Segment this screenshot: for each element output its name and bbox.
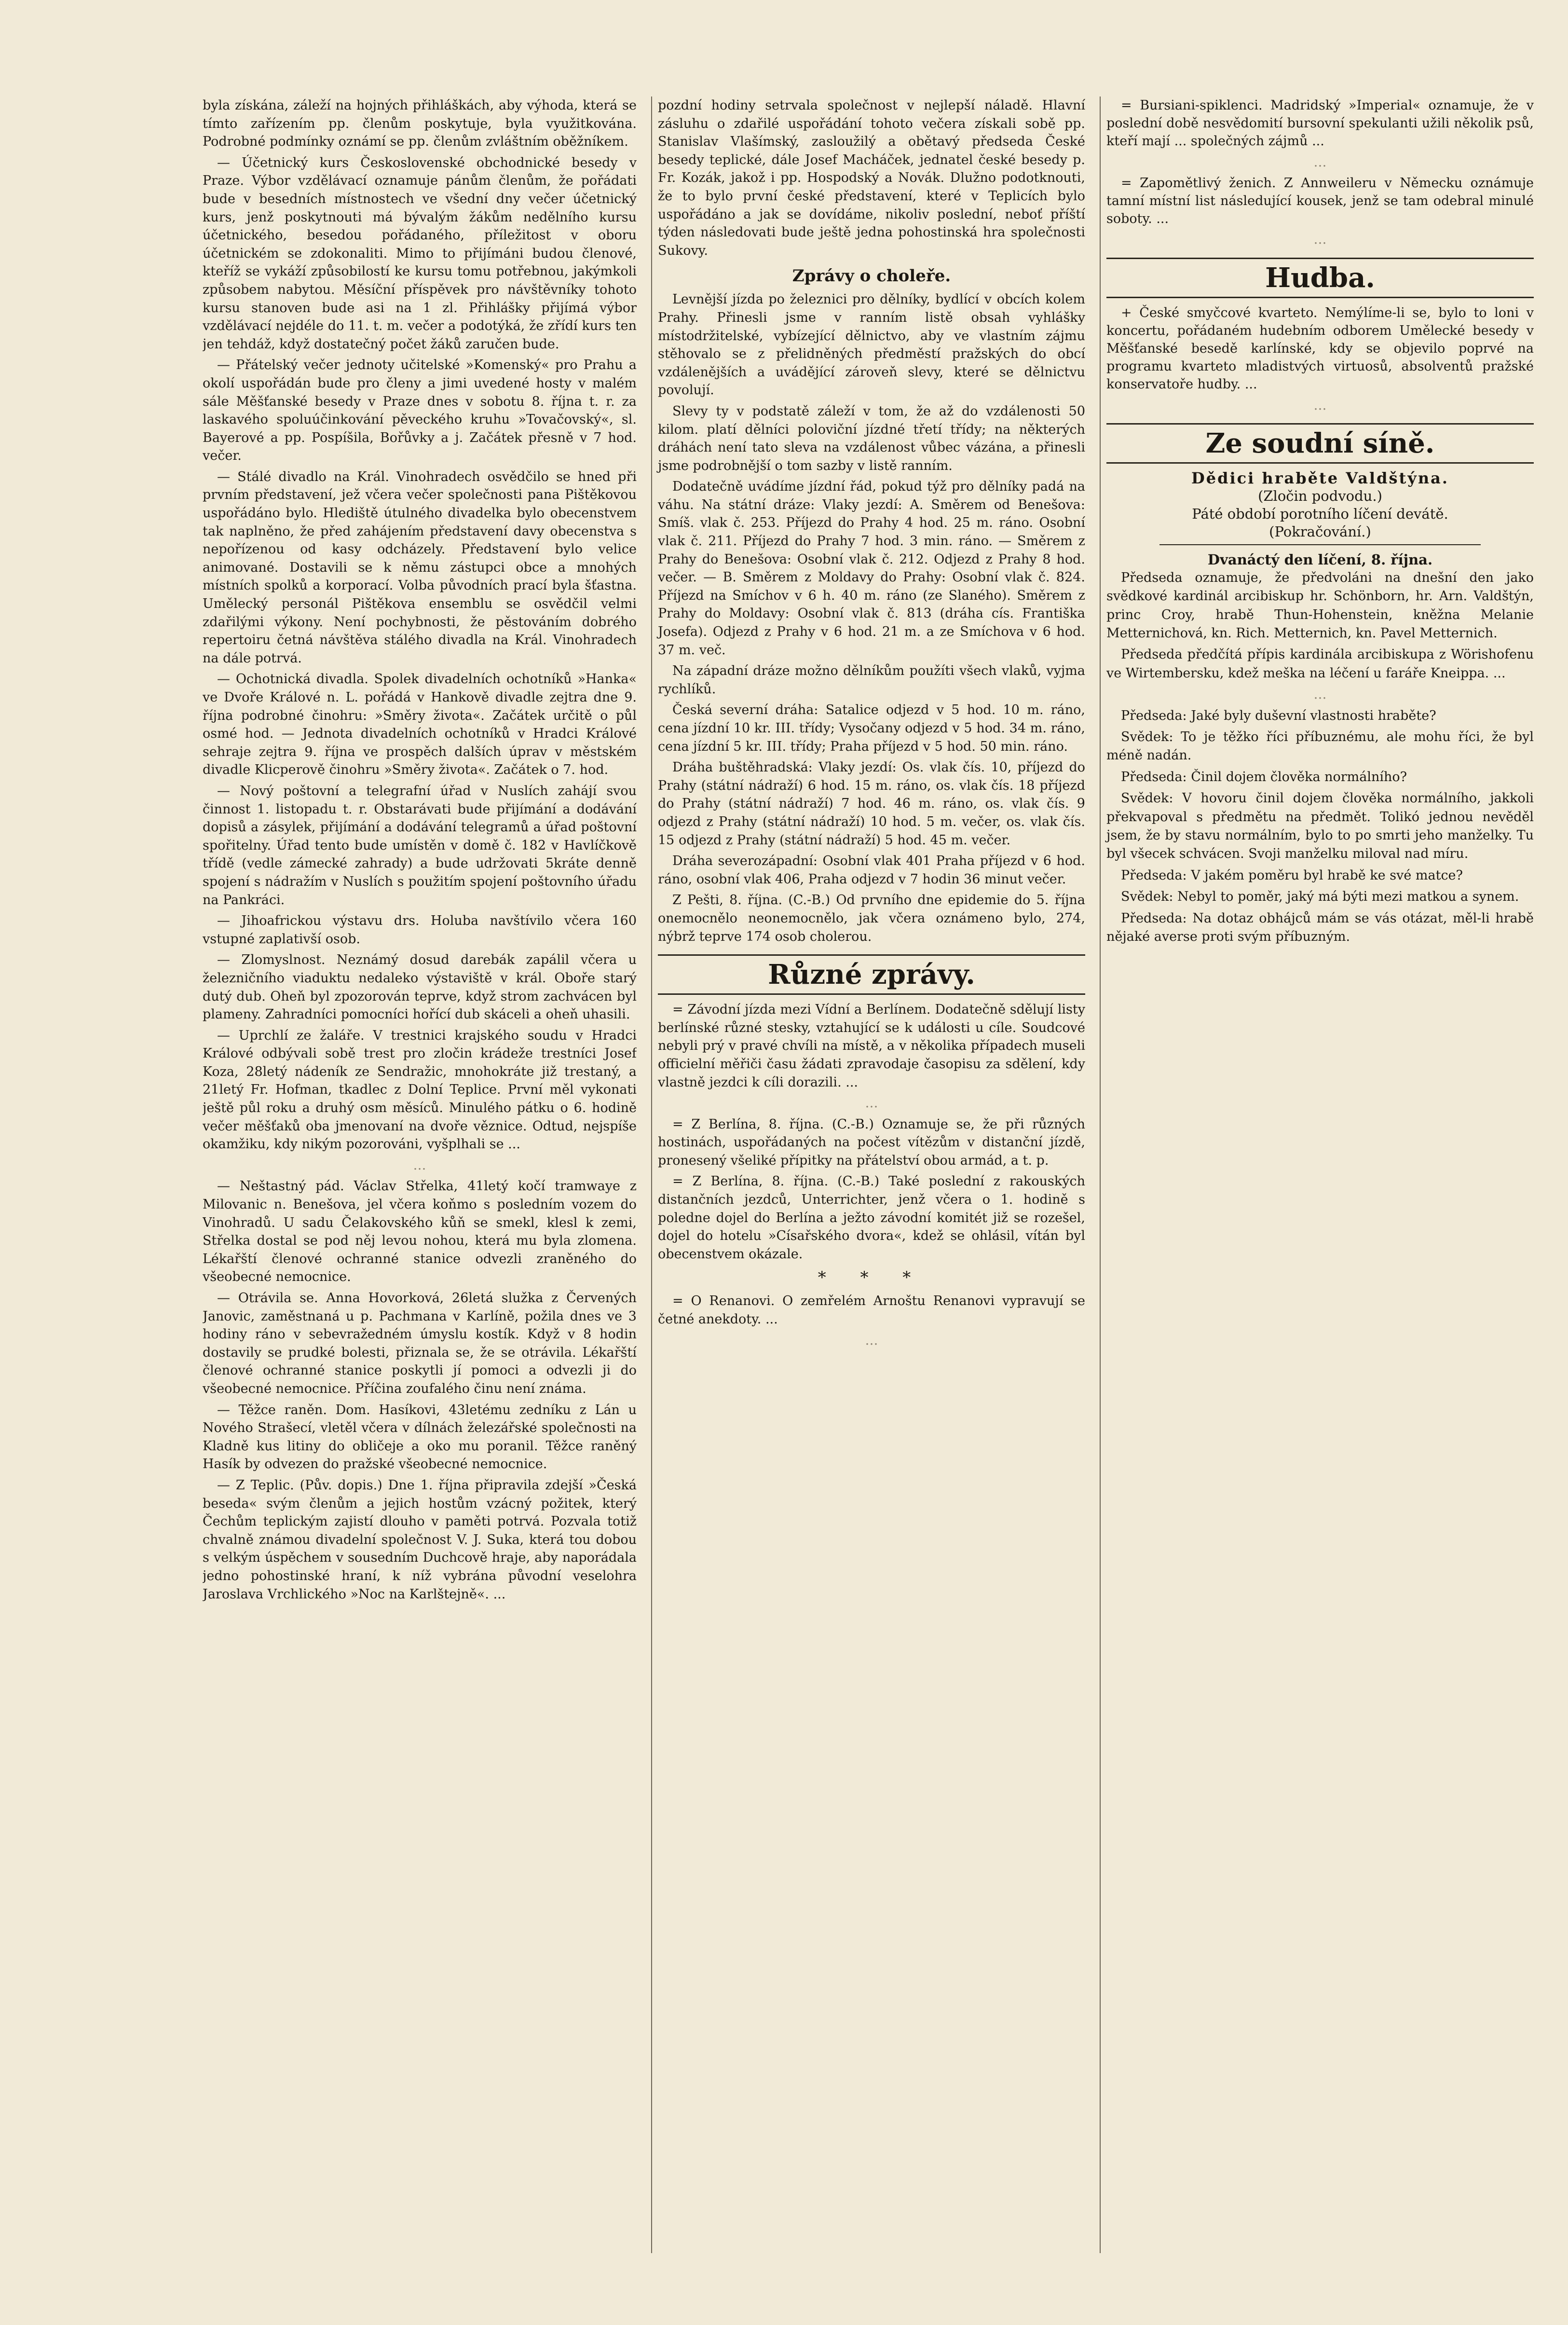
article-paragraph: Předseda: V jakém poměru byl hrabě ke své matce? <box>1121 867 1463 883</box>
misc-news-heading: Různé zprávy. <box>658 954 1085 995</box>
article-paragraph: Svědek: Nebyl to poměr, jaký má býti mezi matkou a synem. <box>1121 889 1519 905</box>
article-paragraph: Dodatečně uvádíme jízdní řád, pokud týž pro dělníky padá na váhu. Na státní dráze: Vlaky jezdí: A. Směrem od Benešova: Smíš. vlak č. 253. Příjezd do Prahy 4 hod. 25 m. ráno. Osobní vlak č. 211. Příjezd do Prahy 7 hod. 3 min. ráno. — Směrem z Prahy do Benešova: Osobní vlak č. 212. Odjezd z Prahy 8 hod. večer. — B. Směrem z Moldavy do Prahy: Osobní vlak č. 824. Příjezd na Smíchov v 6 h. 40 m. ráno (ze Slaného). Směrem z Prahy do Moldavy: Osobní vlak č. 813 (dráha cís. Františka Josefa). Odjezd z Prahy v 6 hod. 21 m. a ze Smíchova v 6 hod. 37 m. več. <box>658 479 1085 658</box>
omitted-text: … <box>865 1096 878 1111</box>
trial-subtitle: (Pokračování.) <box>1269 523 1371 540</box>
article-paragraph: — Zlomyslnost. Neznámý dosud darebák zapálil včera u železničního viaduktu nedaleko výstaviště v král. Oboře starý dutý dub. Oheň byl zpozorován teprve, když strom zachvácen byl plameny. Zahradníci pomocníci hořící dub skáceli a oheň uhasili. <box>203 952 637 1022</box>
section-stars: * * * <box>818 1268 926 1288</box>
article-paragraph: — Neštastný pád. Václav Střelka, 41letý kočí tramwaye z Milovanic n. Benešova, jel včera koňmo s posledním vozem do Vinohradů. U sadu Čelakovského kůň se smekl, klesl k zemi, Střelka dostal se pod něj levou nohou, která mu byla zlomena. Lékařští členové ochranné stanice odvezli zraněného do všeobecné nemocnice. <box>203 1179 637 1285</box>
court-heading: Ze soudní síně. <box>1106 423 1534 464</box>
article-paragraph: — Účetnický kurs Československé obchodnické besedy v Praze. Výbor vzdělávací oznamuje pánům členům, že pořádati bude v besedních místnostech ve všední dny večer účetnický kurs, jenž poskytnouti má bývalým žákům nedělního kursu účetnického, besedou pořádaného, příležitost v oboru účetnickém se zdokonaliti. Mimo to přijímáni budou členové, kteříž se vykáží způsobilostí ke kursu tomu potřebnou, jakýmkoli způsobem nabytou. Měsíční příspěvek pro návštěvníky tohoto kursu stanoven bude asi na 1 zl. Přihlášky přijímá výbor vzdělávací nejdéle do 11. t. m. večer a podotýká, že zřídí kurs ten jen tehdáž, když dostatečný počet žáků zaručen bude. <box>203 155 637 352</box>
section-divider <box>1159 544 1481 545</box>
right-column <box>1100 96 1534 2253</box>
article-paragraph: Svědek: V hovoru činil dojem člověka normálního, jakkoli překvapoval s předmětu na předmět. Tolikó jednou nevěděl jsem, že by stavu normálním, bylo to po smrti jeho manželky. Tu byl všecek schvácen. Svoji manželku miloval nad míru. <box>1106 791 1534 862</box>
article-paragraph: — Z Teplic. (Pův. dopis.) Dne 1. října připravila zdejší »Česká beseda« svým členům a jejich hostům vzácný požitek, který Čechům teplickým zajistí dlouho v paměti potrvá. Pozvala totiž chvalně známou divadelní společnost V. J. Suka, která tou dobou s velkým úspěchem v sousedním Duchcově hraje, aby naporádala jedno pohostinské hraní, k níž vybrána původní veselohra Jaroslava Vrchlického »Noc na Karlštejně«. ... <box>203 1477 637 1602</box>
article-paragraph: Svědek: To je těžko říci příbuznému, ale mohu říci, že byl méně nadán. <box>1106 729 1534 763</box>
article-paragraph: = Závodní jízda mezi Vídní a Berlínem. Dodatečně sdělují listy berlínské různé stesky, vztahující se k události u cíle. Soudcové nebyli prý v pravé chvíli na místě, a v několika případech museli officielní měřiči času žádati zpravodaje časopisu za sdělení, kdy vlastně jezdci k cíli dorazili. ... <box>658 1002 1085 1090</box>
middle-column <box>651 96 1085 2253</box>
article-paragraph: + České smyčcové kvarteto. Nemýlíme-li se, bylo to loni v koncertu, pořádaném hudebním odborem Umělecké besedy v Měšťanské besedě karlínské, kdy se objevilo poprvé na programu kvarteto mladistvých virtuosů, absolventů pražské konservatoře hudby. ... <box>1106 305 1534 392</box>
article-paragraph: — Stálé divadlo na Král. Vinohradech osvědčilo se hned při prvním představení, jež včera večer společnosti pana Pištěkovou uspořádáno bylo. Hlediště útulného divadelka bylo obecenstvem tak naplněno, že před zahájením představení davy obecenstva s nepořízenou od kasy odcházely. Představení bylo velice animované. Dostavili se k němu zástupci obce a mnohých místních spolků a korporací. Volba původních prací byla šťastna. Umělecký personál Pištěkova ensemblu se osvědčil velmi zdařilými výkony. Není pochybnosti, že pěstováním dobrého repertoiru četná návštěva stálého divadla na Král. Vinohradech na dále potrvá. <box>203 469 637 666</box>
left-column <box>203 96 637 2253</box>
omitted-text: … <box>865 1333 878 1348</box>
article-paragraph: — Jihoafrickou výstavu drs. Holuba navštívilo včera 160 vstupné zaplativší osob. <box>203 913 637 947</box>
trial-title: Dědici hraběte Valdštýna. <box>1191 468 1449 487</box>
newspaper-page <box>203 96 1534 2253</box>
article-paragraph: Předseda: Na dotaz obhájců mám se vás otázat, měl-li hrabě nějaké averse proti svým příbuzným. <box>1106 910 1534 944</box>
article-paragraph: Slevy ty v podstatě záleží v tom, že až do vzdálenosti 50 kilom. platí dělníci poloviční jízdné třetí třídy; na některých dráhách není tato sleva na vzdálenost vůbec vázána, a přinesli jsme podrobnější o tom sazby v listě ranním. <box>658 403 1085 473</box>
omitted-text: … <box>1313 687 1327 702</box>
trial-day: Dvanáctý den líčení, 8. října. <box>1207 551 1433 568</box>
article-paragraph: = Z Berlína, 8. října. (C.-B.) Také poslední z rakouských distančních jezdců, Unterrichter, jenž včera o 1. hodině s poledne dojel do Berlína a ježto závodní komitét již se rozešel, dojel do hotelu »Císařského dvora«, kdež se ohlásil, vítán byl obecenstvem okázale. <box>658 1174 1085 1262</box>
trial-subtitle: (Zločin podvodu.) <box>1258 488 1382 505</box>
article-paragraph: = Zapomětlivý ženich. Z Annweileru v Německu oznámuje tamní místní list následující kousek, jenž se tam odebral minulé soboty. ... <box>1106 175 1534 227</box>
omitted-text: … <box>1313 398 1327 413</box>
article-paragraph: Z Pešti, 8. října. (C.-B.) Od prvního dne epidemie do 5. října onemocnělo neonemocnělo, jak včera oznámeno bylo, 274, nýbrž teprve 174 osob cholerou. <box>658 893 1085 944</box>
article-paragraph: Levnější jízda po železnici pro dělníky, bydlící v obcích kolem Prahy. Přinesli jsme v ranním listě obsah vyhlášky místodržitelské, vybízející dělnictvo, aby ve vlastním zájmu stěhovalo se z přelidněných předměstí pražských do obcí vzdálenějších a uvádějící zároveň slevy, které se dělnictvu povolují. <box>658 292 1085 398</box>
article-paragraph: Předseda oznamuje, že předvoláni na dnešní den jako svědkové kardinál arcibiskup hr. Schönborn, hr. Arn. Valdštýn, princ Croy, hrabě Thun-Hohenstein, kněžna Melanie Metternichová, kn. Rich. Metternich, kn. Pavel Metternich. <box>1106 570 1534 641</box>
article-paragraph: Předseda předčítá přípis kardinála arcibiskupa z Wörishofenu ve Wirtembersku, kdež meška na léčení u faráře Kneippa. ... <box>1106 647 1534 681</box>
article-paragraph: = Bursiani-spiklenci. Madridský »Imperial« oznamuje, že v poslední době nesvědomití bursovní spekulanti užili několik psů, kteří mají ... společných zájmů ... <box>1106 98 1534 149</box>
article-paragraph: — Uprchlí ze žaláře. V trestnici krajského soudu v Hradci Králové odbývali sobě trest pro zločin krádeže trestníci Josef Koza, 28letý nádeník ze Sendražic, mnohokráte již trestaný, a 21letý Fr. Hofman, tkadlec z Dolní Teplice. První měl vykonati ještě půl roku a druhý osm měsíců. Minulého pátku o 6. hodině večer měšťaků oba jmenovaní na dvoře věznice. Odtud, nejspíše okamžiku, kdy nikým pozorováni, vyšplhali se ... <box>203 1028 637 1152</box>
omitted-text: … <box>1313 154 1327 170</box>
article-paragraph: Česká severní dráha: Satalice odjezd v 5 hod. 10 m. ráno, cena jízdní 10 kr. III. třídy; Vysočany odjezd v 5 hod. 34 m. ráno, cena jízdní 5 kr. III. třídy; Praha příjezd v 5 hod. 50 min. ráno. <box>658 702 1085 754</box>
cholera-heading: Zprávy o choleře. <box>792 266 951 286</box>
article-paragraph: — Nový poštovní a telegrafní úřad v Nuslích zahájí svou činnost 1. listopadu t. r. Obstarávati bude přijímání a dodávání dopisů a zásylek, přijímání a dodávání telegramů a úřad poštovní spořitelny. Úřad tento bude umístěn v domě č. 182 v Havlíčkově třídě (vedle zámecké zahrady) a bude udržovati 5kráte denně spojení s nádražím v Nuslích s použitím spojení poštovního úřadu na Pankráci. <box>203 783 637 908</box>
article-paragraph: = Z Berlína, 8. října. (C.-B.) Oznamuje se, že při různých hostinách, uspořádaných na počest vítězům v distanční jízdě, pronesený všeliké přípitky na přátelství obou armád, a t. p. <box>658 1116 1085 1168</box>
article-paragraph: byla získána, záleží na hojných přihláškách, aby výhoda, která se tímto zařízením pp. členům poskytuje, byla využitkována. Podrobné podmínky oznámí se pp. členům zvláštním oběžníkem. <box>203 98 637 150</box>
article-paragraph: — Těžce raněn. Dom. Hasíkovi, 43letému zedníku z Lán u Nového Strašecí, vletěl včera v dílnách železářské společnosti na Kladně kus litiny do obličeje a oko mu poranil. Těžce raněný Hasík by odvezen do pražské všeobecné nemocnice. <box>203 1402 637 1472</box>
article-paragraph: Dráha severozápadní: Osobní vlak 401 Praha příjezd v 6 hod. ráno, osobní vlak 406, Praha odjezd v 7 hodin 36 minut večer. <box>658 853 1085 887</box>
article-paragraph: Předseda: Jaké byly duševní vlastnosti hraběte? <box>1121 708 1436 723</box>
article-paragraph: — Otrávila se. Anna Hovorková, 26letá služka z Červených Janovic, zaměstnaná u p. Pachmana v Karlíně, požila dnes ve 3 hodiny ráno v sebevražedném úmyslu kostík. Když v 8 hodin dostavily se prudké bolesti, přiznala se, že se otrávila. Lékařští členové ochranné stanice poskytli jí pomoci a odvezli ji do všeobecné nemocnice. Příčina zoufalého činu není známa. <box>203 1291 637 1396</box>
article-paragraph: — Ochotnická divadla. Spolek divadelních ochotníků »Hanka« ve Dvoře Králové n. L. pořádá v Hankově divadle zejtra dne 9. října podrobné činohru: »Směry života«. Začátek určitě o půl osmé hod. — Jednota divadelních ochotníků v Hradci Králové sehraje zejtra 9. října ve prospěch dalších úprav v městském divadle Klicperově činohru »Směry života«. Začátek o 7. hod. <box>203 672 637 778</box>
article-paragraph: Předseda: Činil dojem člověka normálního? <box>1121 769 1407 784</box>
music-heading: Hudba. <box>1106 258 1534 298</box>
omitted-text: … <box>1313 232 1327 248</box>
article-paragraph: — Přátelský večer jednoty učitelské »Komenský« pro Prahu a okolí uspořádán bude pro členy a jimi uvedené hosty v malém sále Měšťanské besedy v Praze dnes v sobotu 8. října t. r. za laskavého spoluúčinkování pěveckého kruhu »Tovačovský«, sl. Bayerové a pp. Pospíšila, Bořůvky a j. Začátek přesně v 7 hod. večer. <box>203 358 637 464</box>
article-paragraph: Dráha buštěhradská: Vlaky jezdí: Os. vlak čís. 10, příjezd do Prahy (státní nádraží) 6 hod. 15 m. ráno, os. vlak čís. 18 příjezd do Prahy (státní nádraží) 7 hod. 46 m. ráno, os. vlak čís. 9 odjezd z Prahy (státní nádraží) 10 hod. 5 m. večer, os. vlak čís. 15 odjezd z Prahy (státní nádraží) 5 hod. 45 m. večer. <box>658 760 1085 848</box>
omitted-text: … <box>413 1157 426 1173</box>
article-paragraph: pozdní hodiny setrvala společnost v nejlepší náladě. Hlavní zásluhu o zdařilé uspořádání tohoto večera získali sobě pp. Stanislav Vlašímský, zasloužilý a obětavý předseda České besedy teplické, dále Josef Macháček, jednatel české besedy p. Fr. Kozák, jakož i pp. Hospodský a Novák. Dlužno podotknouti, že to bylo první české představení, které v Teplicích bylo uspořádáno a jak se dovídáme, nikoliv poslední, neboť příští týden následovati bude ještě jedna pohostinská hra společnosti Sukovy. <box>658 98 1085 258</box>
trial-subtitle: Páté období porotního líčení devátě. <box>1192 506 1448 523</box>
article-paragraph: Na západní dráze možno dělníkům použíti všech vlaků, vyjma rychlíků. <box>658 663 1085 697</box>
article-paragraph: = O Renanovi. O zemřelém Arnoštu Renanovi vypravují se četné anekdoty. ... <box>658 1293 1085 1327</box>
